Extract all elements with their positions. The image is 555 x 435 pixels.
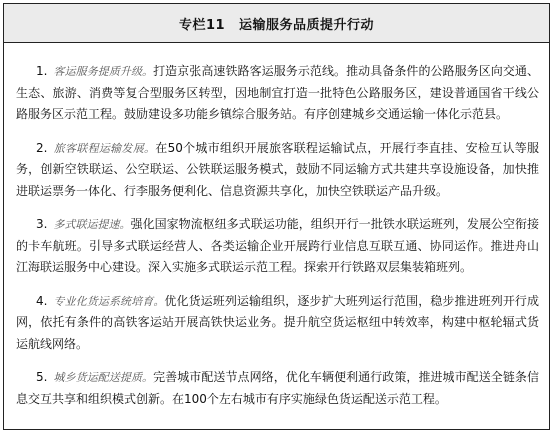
item-text: 优化货运班列运输组织，逐步扩大班列运行范围，稳步推进班列开行成网，依托有条件的高铁客运站开展高铁快运业务。提升航空货运枢纽中转效率，构建中枢轮辐式货运航线网络。 (16, 293, 539, 351)
list-item-freight-system (16, 291, 539, 356)
item-index: 4. (36, 293, 48, 308)
item-text: 强化国家物流枢纽多式联运功能，组织开行一批铁水联运班列，发展公空衔接的卡车航班。引导多式联运经营人、各类运输企业开展跨行业信息互联互通、协同运作。推进舟山江海联运服务中心建设。深入实施多式联运示范工程。探索开行铁路双层集装箱班列。 (16, 217, 539, 274)
item-text: 打造京张高速铁路客运服务示范线。推动具备条件的公路服务区向交通、生态、旅游、消费等复合型服务区转型，因地制宜打造一批特色公路服务区，建设普通国省干线公路服务区示范工程。鼓励建设多功能乡镇综合服务站。有序创建城乡交通运输一体化示范县。 (16, 64, 539, 121)
list-item-urban-delivery (16, 367, 539, 410)
item-text: 完善城市配送节点网络，优化车辆便利通行政策，推进城市配送全链条信息交互共享和组织模式创新。在100个左右城市有序实施绿色货运配送示范工程。 (16, 370, 539, 406)
item-index: 5. (36, 370, 48, 384)
item-index: 2. (36, 140, 48, 155)
item-title: 多式联运提速。 (53, 218, 131, 231)
list-item-multimodal (16, 214, 539, 279)
item-title: 城乡货运配送提质。 (53, 371, 154, 384)
item-index: 1. (36, 64, 48, 78)
panel-content (4, 43, 549, 410)
list-item-combined-transport (16, 138, 539, 203)
item-text: 在50个城市组织开展旅客联程运输试点，开展行李直挂、安检互认等服务，创新空铁联运、公空联运、公铁联运服务模式，鼓励不同运输方式共建共享设施设备，加快推进联运票务一体化、行李服务便利化、信息资源共享化，加快空铁联运产品升级。 (16, 140, 540, 198)
feature-panel (3, 3, 550, 430)
item-index: 3. (36, 217, 48, 231)
panel-header (4, 4, 549, 43)
item-title: 专业化货运系统培育。 (53, 294, 165, 308)
item-title: 客运服务提质升级。 (53, 65, 154, 78)
list-item-passenger-service (16, 61, 539, 126)
panel-title: 运输服务品质提升行动 (239, 17, 375, 33)
item-title: 旅客联程运输发展。 (53, 141, 156, 155)
panel-label: 专栏11 (178, 17, 226, 33)
